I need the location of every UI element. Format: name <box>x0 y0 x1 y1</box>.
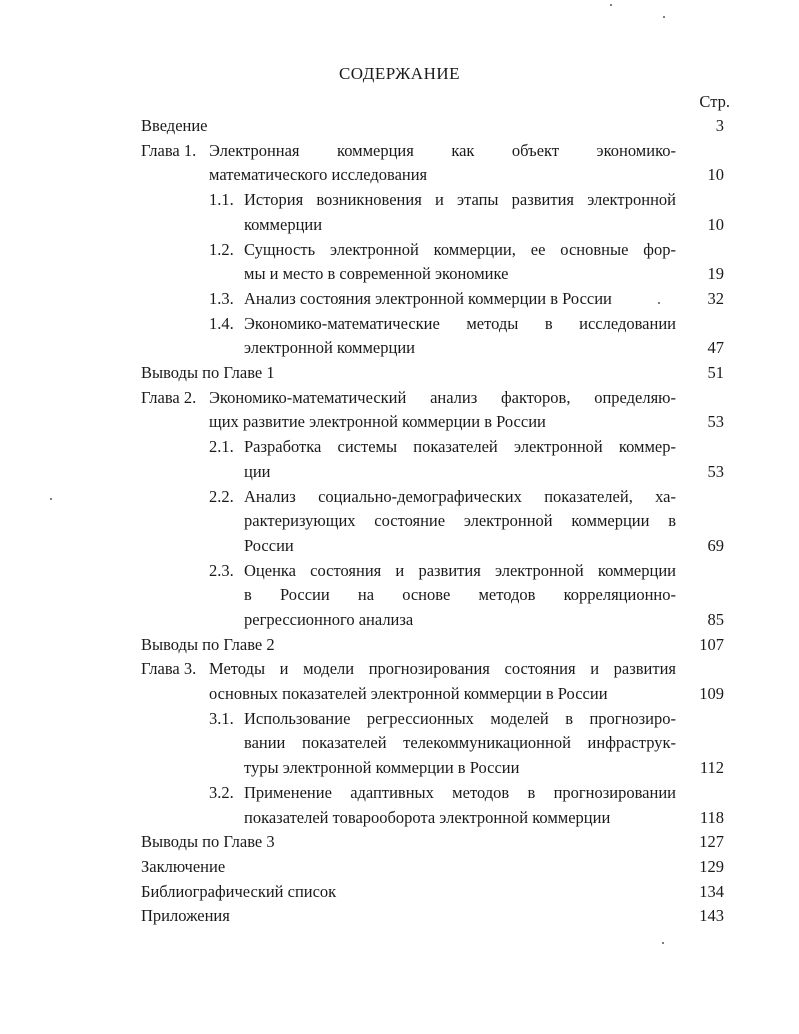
toc-page-number: 118 <box>699 807 724 827</box>
toc-entry-line: Выводы по Главе 1 <box>141 363 275 382</box>
toc-entry-title <box>244 287 676 312</box>
toc-entry-title <box>244 707 676 781</box>
toc-entry-line: Введение <box>141 116 208 135</box>
page-column-label: Стр. <box>699 92 730 111</box>
toc-entry-line: Электронная коммерция как объект экономико- <box>209 140 676 160</box>
scan-speck <box>662 942 664 944</box>
toc-entry-line: мы и место в современной экономике <box>244 264 509 284</box>
toc-entry-number: Глава 3. <box>141 659 197 679</box>
toc-entry-line: показателей товарооборота электронной коммерции <box>244 807 611 827</box>
toc-entry-line: Библиографический список <box>141 881 337 901</box>
toc-entry-line: туры электронной коммерции в России <box>244 758 520 778</box>
toc-entry-title <box>209 139 676 188</box>
toc-entry-line: коммерции <box>244 214 323 234</box>
toc-entry-line: Анализ социально-демографических показателей, ха- <box>244 486 676 506</box>
toc-entry-title <box>141 855 676 880</box>
toc-entry-line: ции <box>244 461 271 481</box>
toc-entry-line: основных показателей электронной коммерции в России <box>209 684 608 704</box>
toc-entry-title <box>244 485 676 559</box>
page-title: СОДЕРЖАНИЕ <box>338 64 461 83</box>
scan-speck <box>50 498 52 500</box>
toc-page-number: 32 <box>707 288 724 308</box>
toc-page-number: 53 <box>707 412 724 432</box>
toc-entry-line: Выводы по Главе 2 <box>141 634 275 654</box>
toc-entry-line: рактеризующих состояние электронной коммерции в <box>244 511 676 531</box>
toc-entry-title <box>244 188 676 237</box>
toc-entry-line: электронной коммерции <box>244 338 415 358</box>
toc-entry-number: Глава 2. <box>141 387 197 407</box>
toc-entry-title <box>209 657 676 706</box>
toc-entry-line: регрессионного анализа <box>244 609 414 629</box>
toc-page-number: 51 <box>707 363 724 382</box>
toc-entry-line: Приложения <box>141 906 230 926</box>
toc-entry-title <box>244 435 676 484</box>
toc-page-number: 107 <box>699 634 724 654</box>
toc-entry-title <box>209 386 676 435</box>
toc-page-number: 53 <box>707 461 724 481</box>
toc-page-number: 47 <box>707 338 724 358</box>
toc-entry-line: Выводы по Главе 3 <box>141 832 275 852</box>
toc-entry-line: вании показателей телекоммуникационной инфраструк- <box>244 733 676 753</box>
toc-page-number: 143 <box>699 906 724 926</box>
toc-entry-number: 2.2. <box>209 486 234 506</box>
toc-entry-title <box>244 781 676 830</box>
toc-entry-number: 1.2. <box>209 239 234 259</box>
toc-entry-line: Заключение <box>141 857 226 876</box>
toc-entry-line: Применение адаптивных методов в прогнозировании <box>244 782 676 802</box>
toc-entry-line: Сущность электронной коммерции, ее основные фор- <box>244 239 676 259</box>
toc-entry-line: Оценка состояния и развития электронной коммерции <box>244 560 676 580</box>
toc-page-number: 10 <box>707 214 724 234</box>
toc-page-number: 127 <box>699 832 724 852</box>
toc-entry-number: 3.1. <box>209 708 234 728</box>
toc-entry-line: Использование регрессионных моделей в прогнозиро- <box>244 708 676 728</box>
toc-entry-number: 1.3. <box>209 288 234 308</box>
toc-entry-title <box>141 830 676 855</box>
toc-entry-number: 2.1. <box>209 437 234 457</box>
toc-entry-line: История возникновения и этапы развития электронной <box>244 190 676 210</box>
toc-entry-line: щих развитие электронной коммерции в России <box>209 412 546 432</box>
toc-entry-title <box>141 633 676 658</box>
toc-page-number: 109 <box>699 684 724 704</box>
toc-entry-title <box>244 312 676 361</box>
toc-entry-line: Анализ состояния электронной коммерции в России <box>244 288 612 308</box>
toc-page-number: 134 <box>699 881 724 901</box>
toc-entry-number: 1.1. <box>209 190 234 210</box>
toc-page-number: 19 <box>707 264 724 284</box>
toc-entry-title <box>141 880 676 905</box>
toc-page-number: 85 <box>707 610 724 629</box>
toc-entry-title <box>141 361 676 386</box>
toc-entry-title <box>244 559 676 633</box>
scan-speck <box>658 302 660 304</box>
toc-entry-number: 3.2. <box>209 782 234 802</box>
toc-entry-number: Глава 1. <box>141 140 197 160</box>
toc-entry-line: Экономико-математические методы в исследовании <box>244 313 676 333</box>
toc-entry-line: России <box>244 535 294 555</box>
toc-page-number: 3 <box>715 116 724 135</box>
toc-entry-number: 2.3. <box>209 560 234 580</box>
toc-entry-line: Методы и модели прогнозирования состояния и развития <box>209 659 676 679</box>
toc-entry-line: Экономико-математический анализ факторов, определяю- <box>209 387 676 407</box>
toc-entry-title <box>141 904 676 929</box>
toc-page-number: 10 <box>707 165 724 185</box>
toc-entry-title <box>141 114 676 139</box>
scan-speck <box>663 16 665 18</box>
toc-page-number: 112 <box>699 758 724 778</box>
toc-entry-line: в России на основе методов корреляционно- <box>244 585 676 605</box>
toc-entry-line: Разработка системы показателей электронной коммер- <box>244 437 676 457</box>
toc-page-number: 69 <box>707 535 724 555</box>
scan-speck <box>610 4 612 6</box>
toc-entry-title <box>244 238 676 287</box>
toc-page-number: 129 <box>699 857 724 876</box>
toc-entry-line: математического исследования <box>209 165 428 185</box>
toc-entry-number: 1.4. <box>209 313 234 333</box>
